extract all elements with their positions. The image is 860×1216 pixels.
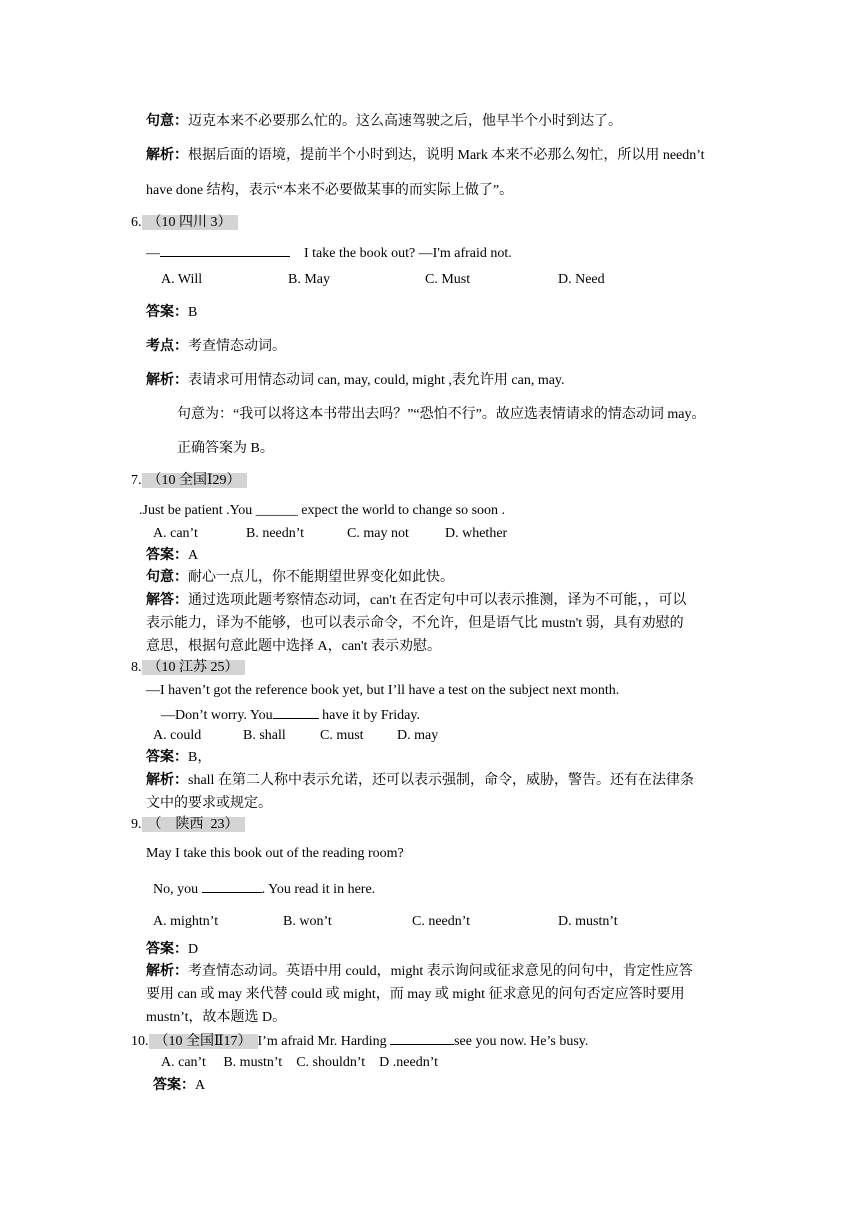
q9-option-c: C. needn’t <box>412 914 471 929</box>
q7-option-a: A. can’t <box>153 526 198 541</box>
q10-answer: 答案：A <box>153 1078 206 1093</box>
q6-point: 考点：考查情态动词。 <box>146 339 286 354</box>
q8-option-b: B. shall <box>243 728 286 743</box>
q9-reply: No, you . You read it in here. <box>153 878 375 900</box>
q8-line-1: —I haven’t got the reference book yet, but I’ll have a test on the subject next month. <box>146 683 620 698</box>
q9-answer: 答案：D <box>146 942 199 957</box>
q6-option-c: C. Must <box>425 272 471 287</box>
q8-analysis-line-2: 文中的要求或规定。 <box>146 796 272 811</box>
q9-analysis-line-3: mustn’t，故本题选 D。 <box>146 1010 287 1025</box>
q7-explain-line-1: 解答：通过选项此题考察情态动词，can't 在否定句中可以表示推测，译为不可能，，可以 <box>146 593 687 608</box>
q8-line-2: —Don’t worry. You have it by Friday. <box>161 704 420 726</box>
q10-options: A. can’t B. mustn’t C. shouldn’t D .needn’t <box>161 1055 439 1070</box>
q6-analysis: 解析：表请求可用情态动词 can, may, could, might ,表允许用 can, may. <box>146 373 565 388</box>
q8-blank <box>273 704 319 719</box>
q8-analysis-line-1: 解析：shall 在第二人称中表示允诺，还可以表示强制，命令，威胁，警告。还有在法律条 <box>146 773 694 788</box>
q9-option-a: A. mightn’t <box>153 914 219 929</box>
q8-option-d: D. may <box>397 728 439 743</box>
q9-blank <box>202 878 262 893</box>
q7-explain-line-3: 意思，根据句意此题中选择 A，can't 表示劝慰。 <box>146 639 441 654</box>
q8-option-a: A. could <box>153 728 202 743</box>
q6-answer: 答案：B <box>146 305 198 320</box>
q6-option-d: D. Need <box>558 272 605 287</box>
q9-option-b: B. won’t <box>283 914 332 929</box>
q5-analysis-line-2: have done 结构，表示“本来不必要做某事的而实际上做了”。 <box>146 183 514 198</box>
q9-header: 9. （ 陕西 23） <box>131 815 245 835</box>
q8-option-c: C. must <box>320 728 364 743</box>
q6-source: （10 四川 3） <box>142 215 238 230</box>
q6-blank <box>160 242 290 257</box>
q9-source: （ 陕西 23） <box>142 817 245 832</box>
q7-option-c: C. may not <box>347 526 409 541</box>
q7-header: 7. （10 全国Ⅰ29） <box>131 471 247 491</box>
q8-source: （10 江苏 25） <box>142 660 245 675</box>
q10-source: （10 全国Ⅱ17） <box>149 1034 258 1049</box>
q7-answer: 答案：A <box>146 548 199 563</box>
q7-source: （10 全国Ⅰ29） <box>142 473 247 488</box>
q9-option-d: D. mustn’t <box>558 914 618 929</box>
q6-question: — I take the book out? —I'm afraid not. <box>146 242 512 264</box>
q6-meaning: 句意为：“我可以将这本书带出去吗？”“恐怕不行”。故应选表情请求的情态动词 may。 <box>177 407 706 422</box>
q10-blank <box>390 1030 454 1045</box>
q6-option-a: A. Will <box>161 272 203 287</box>
q5-meaning: 句意：迈克本来不必要那么忙的。这么高速驾驶之后，他早半个小时到达了。 <box>146 114 622 129</box>
q7-meaning: 句意：耐心一点儿，你不能期望世界变化如此快。 <box>146 570 454 585</box>
q7-option-b: B. needn’t <box>246 526 305 541</box>
q7-explain-line-2: 表示能力，译为不能够，也可以表示命令，不允许，但是语气比 mustn't 弱，具有劝慰的 <box>146 616 684 631</box>
q9-analysis-line-1: 解析：考查情态动词。英语中用 could，might 表示询问或征求意见的问句中，肯定性应答 <box>146 964 693 979</box>
q9-question: May I take this book out of the reading room? <box>146 846 404 861</box>
q6-header: 6. （10 四川 3） <box>131 213 238 233</box>
q5-analysis-line-1: 解析：根据后面的语境，提前半个小时到达，说明 Mark 本来不必那么匆忙，所以用 needn’t <box>146 148 705 163</box>
q8-answer: 答案：B， <box>146 750 212 765</box>
q6-correct: 正确答案为 B。 <box>177 441 274 456</box>
q7-question: .Just be patient .You ______ expect the world to change so soon . <box>139 503 506 518</box>
q10-question: 10. （10 全国Ⅱ17） I’m afraid Mr. Harding see you now. He’s busy. <box>131 1030 588 1052</box>
q9-analysis-line-2: 要用 can 或 may 来代替 could 或 might，而 may 或 might 征求意见的问句否定应答时要用 <box>146 987 685 1002</box>
q6-option-b: B. May <box>288 272 330 287</box>
q7-option-d: D. whether <box>445 526 508 541</box>
q8-header: 8. （10 江苏 25） <box>131 658 245 678</box>
